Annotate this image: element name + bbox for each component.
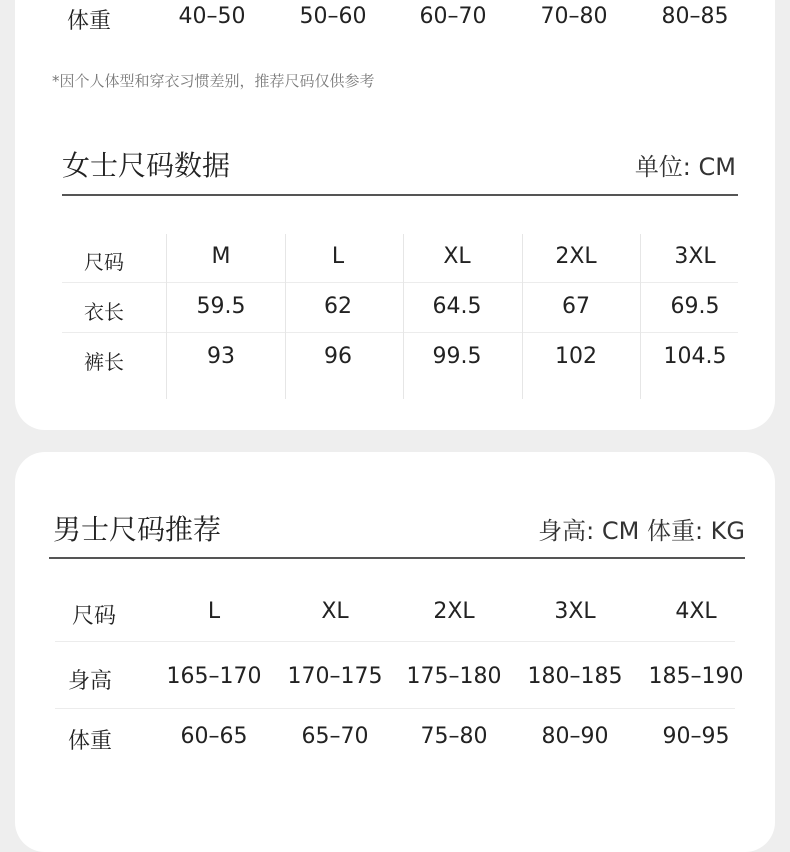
table-cell: 102 [555,344,597,369]
table-cell: 170–175 [287,664,383,689]
table-header-cell: L [207,599,221,624]
weight-value: 70–80 [540,4,608,29]
table-cell: 67 [562,294,590,319]
men-unit-label: 身高: CM 体重: KG [538,517,745,545]
table-cell: 93 [207,344,235,369]
table-row-divider [62,332,738,333]
table-cell: 65–70 [301,724,369,749]
table-header-size: 尺码 [72,604,117,629]
women-size-card [15,0,775,430]
table-cell: 175–180 [406,664,502,689]
table-cell: 99.5 [432,344,482,369]
table-row-divider [62,282,738,283]
table-header-cell: 4XL [675,599,717,624]
table-col-divider [285,234,286,399]
table-cell: 75–80 [420,724,488,749]
table-header-cell: 2XL [555,244,597,269]
table-row-label: 体重 [68,729,113,754]
weight-value: 60–70 [419,4,487,29]
table-cell: 80–90 [541,724,609,749]
table-cell: 104.5 [663,344,727,369]
table-header-size: 尺码 [84,250,124,274]
table-row-divider [55,708,735,709]
table-cell: 90–95 [662,724,730,749]
table-row-label: 身高 [68,669,113,694]
weight-row-label: 体重 [67,9,112,34]
table-cell: 64.5 [432,294,482,319]
table-cell: 165–170 [166,664,262,689]
table-cell: 180–185 [527,664,623,689]
table-row-label: 裤长 [84,350,124,374]
table-header-cell: 2XL [433,599,475,624]
table-col-divider [166,234,167,399]
women-section-divider [62,194,738,196]
table-header-cell: 3XL [674,244,716,269]
table-cell: 69.5 [670,294,720,319]
table-col-divider [403,234,404,399]
table-cell: 185–190 [648,664,744,689]
table-col-divider [522,234,523,399]
women-unit-label: 单位: CM [634,153,736,181]
men-section-divider [49,557,745,559]
table-cell: 62 [324,294,352,319]
men-size-card [15,452,775,852]
table-cell: 96 [324,344,352,369]
table-header-cell: L [331,244,345,269]
table-row-divider [55,641,735,642]
table-row-label: 衣长 [84,300,124,324]
men-section-title: 男士尺码推荐 [53,513,222,546]
size-disclaimer-note: *因个人体型和穿衣习惯差别，推荐尺码仅供参考 [52,72,375,90]
table-header-cell: M [211,244,231,269]
weight-value: 50–60 [299,4,367,29]
weight-value: 80–85 [661,4,729,29]
women-section-title: 女士尺码数据 [62,149,231,182]
weight-value: 40–50 [178,4,246,29]
table-header-cell: XL [443,244,471,269]
table-header-cell: XL [321,599,349,624]
table-cell: 59.5 [196,294,246,319]
table-cell: 60–65 [180,724,248,749]
table-header-cell: 3XL [554,599,596,624]
table-col-divider [640,234,641,399]
